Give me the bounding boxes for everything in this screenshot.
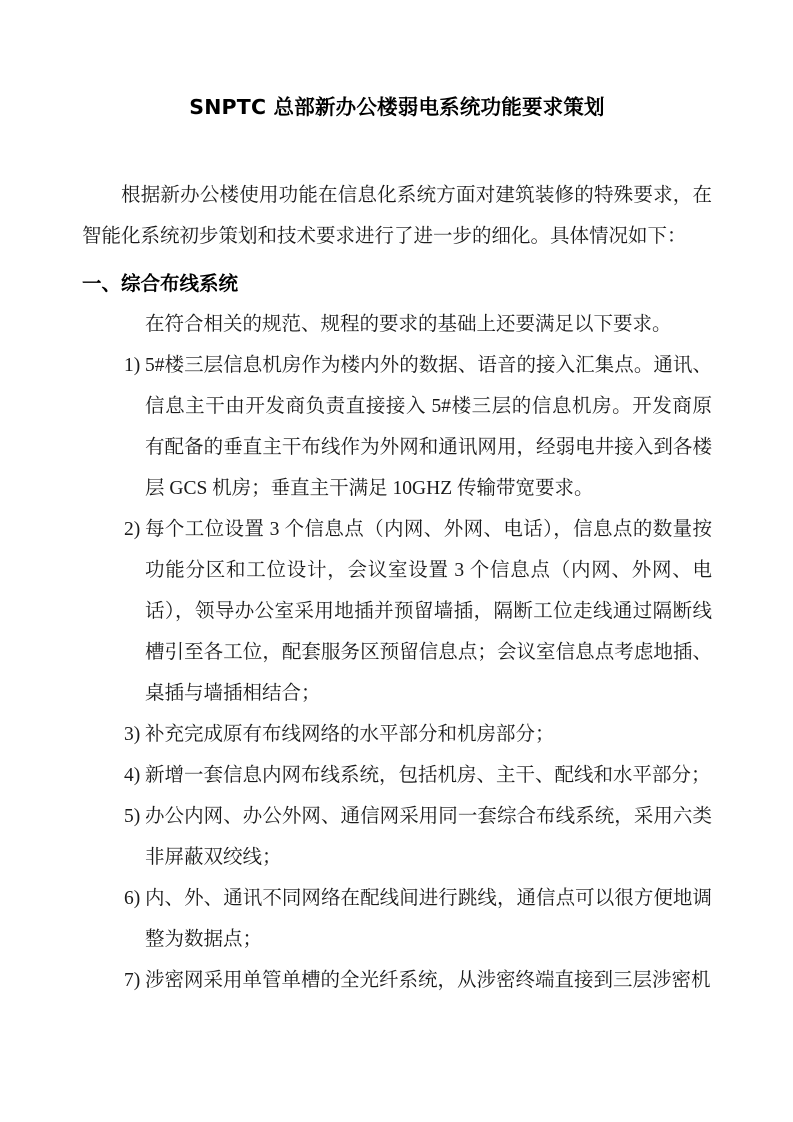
list-item-text: 新增一套信息内网布线系统，包括机房、主干、配线和水平部分；: [145, 765, 711, 786]
section-heading-1: 一、综合布线系统: [82, 272, 239, 295]
list-item: [82, 878, 712, 960]
section-lead-in: 在符合相关的规范、规程的要求的基础上还要满足以下要求。: [145, 314, 672, 335]
list-item-marker: 6): [124, 888, 141, 909]
list-item-text: 内、外、通讯不同网络在配线间进行跳线，通信点可以很方便地调整为数据点；: [145, 888, 712, 950]
list-item-marker: 7): [124, 970, 141, 991]
list-item-marker: 1): [124, 355, 141, 376]
intro-paragraph: 根据新办公楼使用功能在信息化系统方面对建筑装修的特殊要求，在智能化系统初步策划和技术要求进行了进一步的细化。具体情况如下：: [82, 185, 712, 247]
list-item: [82, 755, 712, 796]
list-item-text: 每个工位设置 3 个信息点（内网、外网、电话），信息点的数量按功能分区和工位设计，会议室设置 3 个信息点（内网、外网、电话），领导办公室采用地插并预留墙插，隔断工位走线通过隔断线槽引至各工位，配套服务区预留信息点；会议室信息点考虑地插、桌插与墙插相结合；: [145, 519, 712, 704]
list-item: [82, 714, 712, 755]
list-item-text: 补充完成原有布线网络的水平部分和机房部分；: [145, 724, 555, 745]
list-item-marker: 5): [124, 806, 141, 827]
list-item: [82, 345, 712, 509]
list-item-marker: 4): [124, 765, 141, 786]
page-title: SNPTC 总部新办公楼弱电系统功能要求策划: [189, 95, 605, 119]
list-item: [82, 960, 712, 1001]
list-item-marker: 3): [124, 724, 141, 745]
list-item-marker: 2): [124, 519, 141, 540]
requirements-list: [82, 345, 712, 1001]
list-item: [82, 796, 712, 878]
list-item-text: 5#楼三层信息机房作为楼内外的数据、语音的接入汇集点。通讯、信息主干由开发商负责直接接入 5#楼三层的信息机房。开发商原有配备的垂直主干布线作为外网和通讯网用，经弱电井接入到各楼层 GCS 机房；垂直主干满足 10GHZ 传输带宽要求。: [145, 355, 712, 499]
list-item: [82, 509, 712, 714]
list-item-text: 涉密网采用单管单槽的全光纤系统，从涉密终端直接到三层涉密机: [145, 970, 711, 991]
page-content: [82, 0, 712, 1001]
list-item-text: 办公内网、办公外网、通信网采用同一套综合布线系统，采用六类非屏蔽双绞线；: [145, 806, 712, 868]
